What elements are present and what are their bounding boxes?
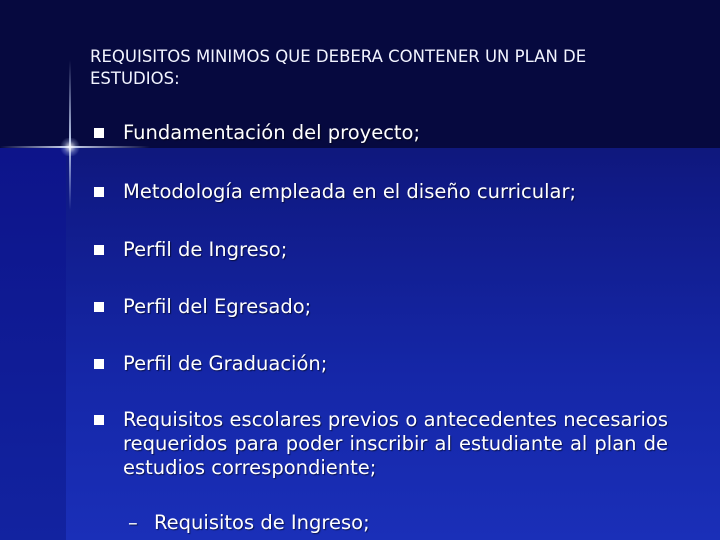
square-bullet-icon	[94, 187, 104, 197]
left-decorative-strip	[0, 148, 66, 540]
light-flare-glow	[60, 138, 80, 156]
square-bullet-icon	[94, 245, 104, 255]
square-bullet-icon	[94, 128, 104, 138]
sub-bullet-text: Requisitos de Ingreso;	[154, 511, 370, 534]
square-bullet-icon	[94, 359, 104, 369]
square-bullet-icon	[94, 302, 104, 312]
slide-title: REQUISITOS MINIMOS QUE DEBERA CONTENER UN PLAN DE ESTUDIOS:	[90, 47, 587, 88]
sub-bullet-item	[128, 511, 370, 535]
bullet-text: Perfil de Graduación;	[123, 352, 328, 375]
sub-bullet-marker: –	[128, 511, 138, 534]
bullet-text: Fundamentación del proyecto;	[123, 121, 421, 144]
bullet-text: Requisitos escolares previos o antecedentes necesarios requeridos para poder inscribir al estudiante al plan de estudios correspondiente;	[123, 408, 668, 479]
bullet-text: Perfil del Egresado;	[123, 295, 312, 318]
bullet-text: Perfil de Ingreso;	[123, 238, 288, 261]
bullet-text: Metodología empleada en el diseño curricular;	[123, 180, 577, 203]
light-flare-vertical	[69, 60, 71, 210]
square-bullet-icon	[94, 415, 104, 425]
